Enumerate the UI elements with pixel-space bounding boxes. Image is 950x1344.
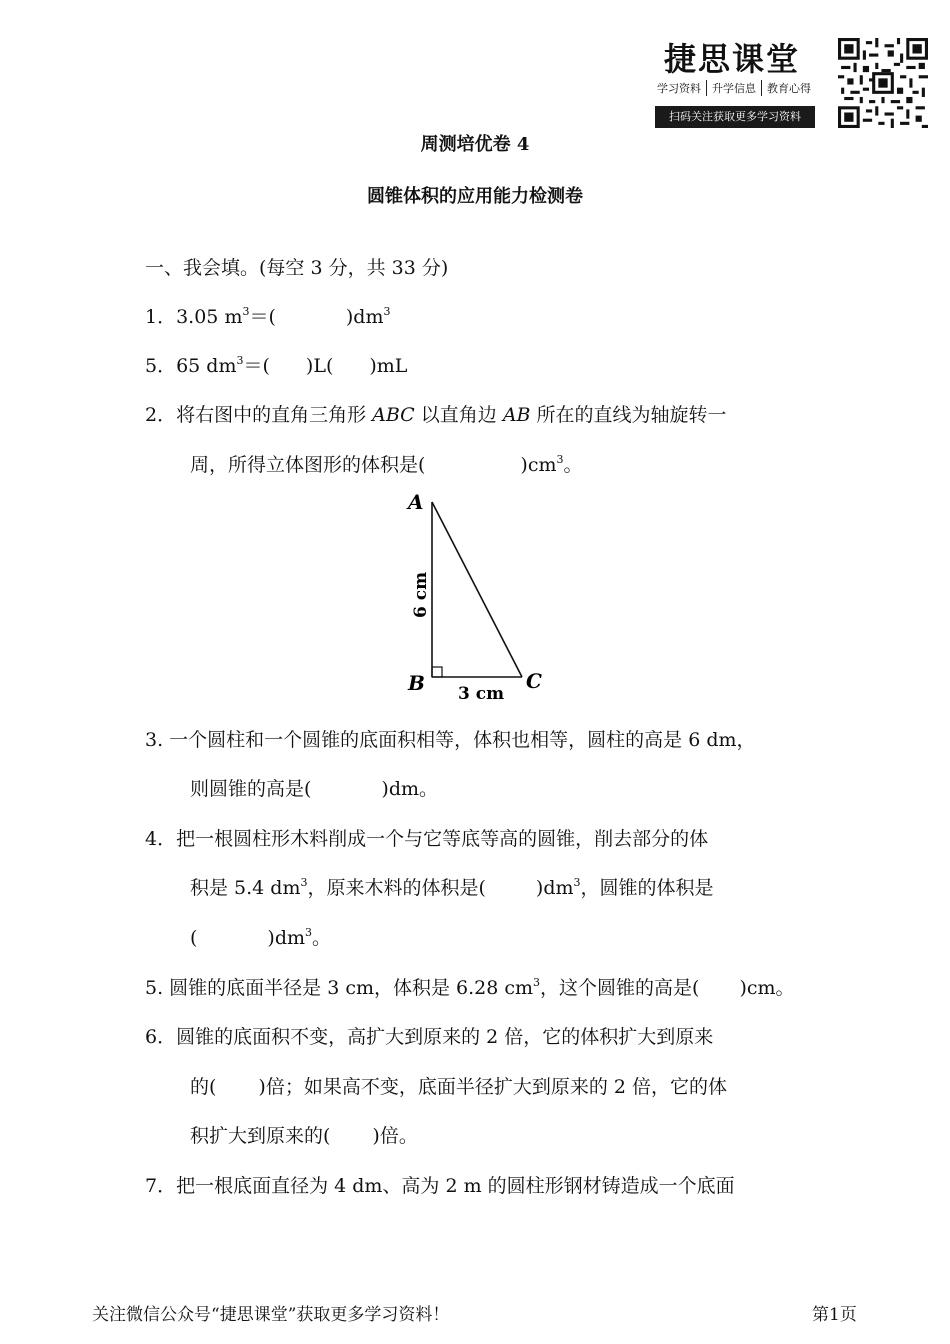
superscript: 3 xyxy=(242,304,250,318)
section-heading: 一、我会填。(每空 3 分，共 33 分) xyxy=(145,257,449,279)
q-text: ，圆锥的体积是 xyxy=(580,877,714,899)
footer-note: 关注微信公众号“捷思课堂”获取更多学习资料！ xyxy=(92,1305,450,1325)
triangle-figure xyxy=(400,490,560,705)
question-3-line-2 xyxy=(190,777,438,801)
superscript: 3 xyxy=(305,925,313,939)
q-text: 的( xyxy=(190,1076,217,1098)
qr-code-icon[interactable] xyxy=(838,38,928,128)
base-label: 3 cm xyxy=(458,684,505,704)
q-text: ＝( xyxy=(249,306,276,328)
q-text: ，这个圆锥的高是( xyxy=(540,977,700,999)
height-label: 6 cm xyxy=(411,571,431,618)
q-text: 积扩大到原来的( xyxy=(190,1125,331,1147)
q-text: 积是 5.4 dm xyxy=(190,877,301,899)
q-text: 。 xyxy=(563,454,583,476)
question-4-line-2 xyxy=(190,876,714,900)
q-text: ( xyxy=(190,927,198,949)
superscript: 3 xyxy=(533,975,541,989)
question-2-line-1 xyxy=(145,403,727,427)
q-text: 。 xyxy=(312,927,332,949)
q-text: )dm xyxy=(345,306,384,328)
brand-tag: 学习资料 xyxy=(657,82,701,95)
brand-name: 捷思课堂 xyxy=(664,40,801,78)
q-text: 则圆锥的高是( xyxy=(190,778,312,800)
superscript: 3 xyxy=(383,304,391,318)
vertex-a-label: A xyxy=(408,490,424,514)
q-text: 65 dm xyxy=(176,355,237,377)
question-1 xyxy=(145,305,390,329)
brand-bar: 扫码关注获取更多学习资料 xyxy=(655,106,815,128)
side-ac xyxy=(432,502,522,677)
q-text: 周，所得立体图形的体积是( xyxy=(190,454,426,476)
question-6-line-3 xyxy=(190,1124,418,1148)
question-4-line-1: 4．把一根圆柱形木料削成一个与它等底等高的圆锥，削去部分的体 xyxy=(145,828,709,850)
brand-tags xyxy=(657,80,816,96)
question-6-line-2 xyxy=(190,1075,727,1099)
q-text: )dm。 xyxy=(381,778,439,800)
q-text: )cm xyxy=(520,454,557,476)
question-7-line-1: 7．把一根底面直径为 4 dm、高为 2 m 的圆柱形钢材铸造成一个底面 xyxy=(145,1175,735,1197)
q-text: 5. 圆锥的底面半径是 3 cm，体积是 6.28 cm xyxy=(145,977,534,999)
q-text: )倍。 xyxy=(372,1125,418,1147)
q-text: ，原来木料的体积是( xyxy=(307,877,486,899)
right-angle-mark xyxy=(432,667,442,677)
q-text: 所在的直线为轴旋转一 xyxy=(530,404,727,426)
question-4-line-3 xyxy=(190,926,331,950)
q-text: 3.05 m xyxy=(176,306,243,328)
q-text: )dm xyxy=(267,927,306,949)
superscript: 3 xyxy=(236,353,244,367)
q-text: )dm xyxy=(535,877,574,899)
q-text: )倍；如果高不变，底面半径扩大到原来的 2 倍，它的体 xyxy=(258,1076,728,1098)
question-2-line-2 xyxy=(190,453,583,477)
page-subtitle: 圆锥体积的应用能力检测卷 xyxy=(367,186,583,207)
superscript: 3 xyxy=(556,452,564,466)
vertex-b-label: B xyxy=(408,671,425,695)
brand-tag: 教育心得 xyxy=(761,80,816,96)
q-text: )L( xyxy=(305,355,334,377)
question-6-line-1: 6．圆锥的底面积不变，高扩大到原来的 2 倍，它的体积扩大到原来 xyxy=(145,1026,714,1048)
brand-tag: 升学信息 xyxy=(706,80,761,96)
q-text: 将右图中的直角三角形 xyxy=(176,404,373,426)
q-text: )cm。 xyxy=(739,977,795,999)
superscript: 3 xyxy=(573,875,581,889)
page-title: 周测培优卷 4 xyxy=(420,134,530,155)
q-number: 1． xyxy=(145,306,177,328)
question-1b xyxy=(145,354,407,378)
q-number: 2． xyxy=(145,404,177,426)
q-number: 5． xyxy=(145,355,177,377)
vertex-c-label: C xyxy=(526,669,542,693)
question-5 xyxy=(145,976,795,1000)
q-text: ABC xyxy=(372,404,415,426)
superscript: 3 xyxy=(300,875,308,889)
q-text: AB xyxy=(502,404,531,426)
q-text: 以直角边 xyxy=(414,404,503,426)
page-number: 第1页 xyxy=(812,1305,857,1325)
question-3-line-1: 3. 一个圆柱和一个圆锥的底面积相等，体积也相等，圆柱的高是 6 dm， xyxy=(145,729,756,751)
q-text: ＝( xyxy=(243,355,270,377)
q-text: )mL xyxy=(369,355,408,377)
